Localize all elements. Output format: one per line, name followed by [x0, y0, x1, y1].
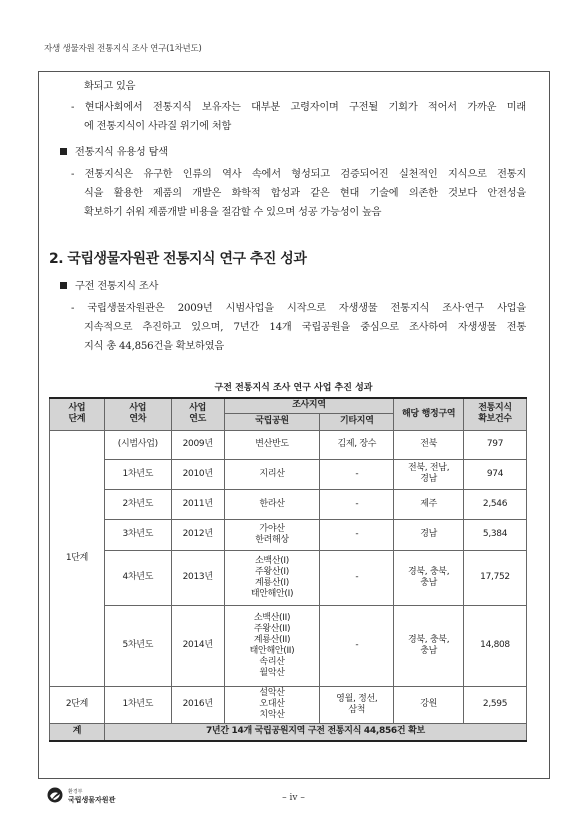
header-year-no: 사업 연차 [104, 398, 171, 430]
table-row [50, 489, 527, 519]
table-title: 구전 전통지식 조사 연구 사업 추진 성과 [214, 383, 373, 393]
dash-item-1-line1: - 현대사회에서 전통지식 보유자는 대부분 고령자이며 구전될 기회가 적어서 가까운 미래 [71, 102, 526, 113]
table-row [50, 550, 527, 605]
cell-park: 가야산 한려해상 [224, 519, 320, 550]
table-row [50, 686, 527, 723]
bullet-utility-label: 전통지식 유용성 탐색 [75, 147, 168, 158]
cell-count: 5,384 [464, 519, 527, 550]
header-survey-area: 조사지역 [224, 398, 394, 413]
cell-admin: 경북, 충북, 충남 [394, 550, 464, 605]
cell-year-no: 3차년도 [104, 519, 171, 550]
cell-admin: 제주 [394, 489, 464, 519]
cell-year-no: 1차년도 [104, 459, 171, 489]
cell-count: 14,808 [464, 605, 527, 686]
cell-year: 2009년 [171, 430, 224, 459]
running-header: 자생 생물자원 전통지식 조사 연구(1차년도) [44, 44, 202, 54]
bullet-survey-label: 구전 전통지식 조사 [75, 281, 159, 292]
cell-year: 2011년 [171, 489, 224, 519]
cell-year: 2016년 [171, 686, 224, 723]
table-row [50, 519, 527, 550]
table-row [50, 430, 527, 459]
header-count: 전통지식 확보건수 [464, 398, 527, 430]
table-total-row [50, 723, 527, 741]
dash-item-2-line1: - 전통지식은 유구한 인류의 역사 속에서 형성되고 검증되어진 실천적인 지식으로 전통지 [71, 169, 526, 180]
header-other-area: 기타지역 [320, 413, 394, 430]
cell-year: 2014년 [171, 605, 224, 686]
cell-year: 2010년 [171, 459, 224, 489]
cell-other: 김제, 장수 [320, 430, 394, 459]
cell-other: - [320, 605, 394, 686]
cell-year-no: 5차년도 [104, 605, 171, 686]
cell-count: 2,546 [464, 489, 527, 519]
cell-park: 소백산(II) 주왕산(II) 계룡산(II) 태안해안(II) 속리산 월악산 [224, 605, 320, 686]
page-number: – iv – [282, 793, 305, 803]
cell-admin: 강원 [394, 686, 464, 723]
footer-org-small: 환경부 [68, 789, 83, 795]
header-admin-area: 해당 행정구역 [394, 398, 464, 430]
cell-other: - [320, 459, 394, 489]
square-bullet-icon [60, 148, 67, 155]
cell-total-text: 7년간 14개 국립공원지역 구전 전통지식 44,856건 확보 [104, 723, 526, 741]
bullet-survey [60, 280, 158, 293]
cell-count: 2,595 [464, 686, 527, 723]
cell-count: 17,752 [464, 550, 527, 605]
bullet-utility [60, 146, 168, 159]
cell-stage-2: 2단계 [50, 686, 105, 723]
cell-year-no: 2차년도 [104, 489, 171, 519]
header-national-park: 국립공원 [224, 413, 320, 430]
text-line: 화되고 있음 [84, 81, 136, 92]
dash-item-3-line1: - 국립생물자원관은 2009년 시범사업을 시작으로 자생생물 전통지식 조사·연구 사업을 [71, 303, 526, 314]
header-stage: 사업 단계 [50, 398, 105, 430]
table-row [50, 459, 527, 489]
cell-admin: 경북, 충북, 충남 [394, 605, 464, 686]
cell-total-label: 계 [50, 723, 105, 741]
section-title: 2. 국립생물자원관 전통지식 연구 추진 성과 [49, 251, 307, 267]
cell-park: 지리산 [224, 459, 320, 489]
cell-stage-1: 1단계 [50, 430, 105, 686]
cell-count: 974 [464, 459, 527, 489]
footer-org-name: 국립생물자원관 [68, 796, 116, 804]
cell-year-no: (시범사업) [104, 430, 171, 459]
cell-admin: 전북 [394, 430, 464, 459]
cell-count: 797 [464, 430, 527, 459]
cell-other: - [320, 550, 394, 605]
table-row [50, 605, 527, 686]
dash-item-3-line3: 지식 총 44,856건을 확보하였음 [84, 341, 224, 352]
research-results-table [49, 397, 527, 742]
dash-item-2-line3: 확보하기 쉬워 제품개발 비용을 절감할 수 있으며 성공 가능성이 높음 [84, 207, 382, 218]
cell-year-no: 1차년도 [104, 686, 171, 723]
cell-park: 설악산 오대산 치악산 [224, 686, 320, 723]
cell-park: 한라산 [224, 489, 320, 519]
cell-other: - [320, 489, 394, 519]
cell-park: 변산반도 [224, 430, 320, 459]
cell-year: 2013년 [171, 550, 224, 605]
cell-other: 영월, 정선, 삼척 [320, 686, 394, 723]
dash-item-1-line2: 에 전통지식이 사라질 위기에 처함 [84, 121, 232, 132]
cell-other: - [320, 519, 394, 550]
dash-item-3-line2: 지속적으로 추진하고 있으며, 7년간 14개 국립공원을 중심으로 조사하여 자생생물 전통 [84, 322, 526, 333]
square-bullet-icon [60, 282, 67, 289]
cell-year: 2012년 [171, 519, 224, 550]
header-year: 사업 연도 [171, 398, 224, 430]
cell-year-no: 4차년도 [104, 550, 171, 605]
cell-admin: 경남 [394, 519, 464, 550]
cell-admin: 전북, 전남, 경남 [394, 459, 464, 489]
cell-park: 소백산(I) 주왕산(I) 계룡산(I) 태안해안(I) [224, 550, 320, 605]
dash-item-2-line2: 식을 활용한 제품의 개발은 화학적 합성과 같은 현대 기술에 의존한 것보다 안전성을 [84, 188, 526, 199]
